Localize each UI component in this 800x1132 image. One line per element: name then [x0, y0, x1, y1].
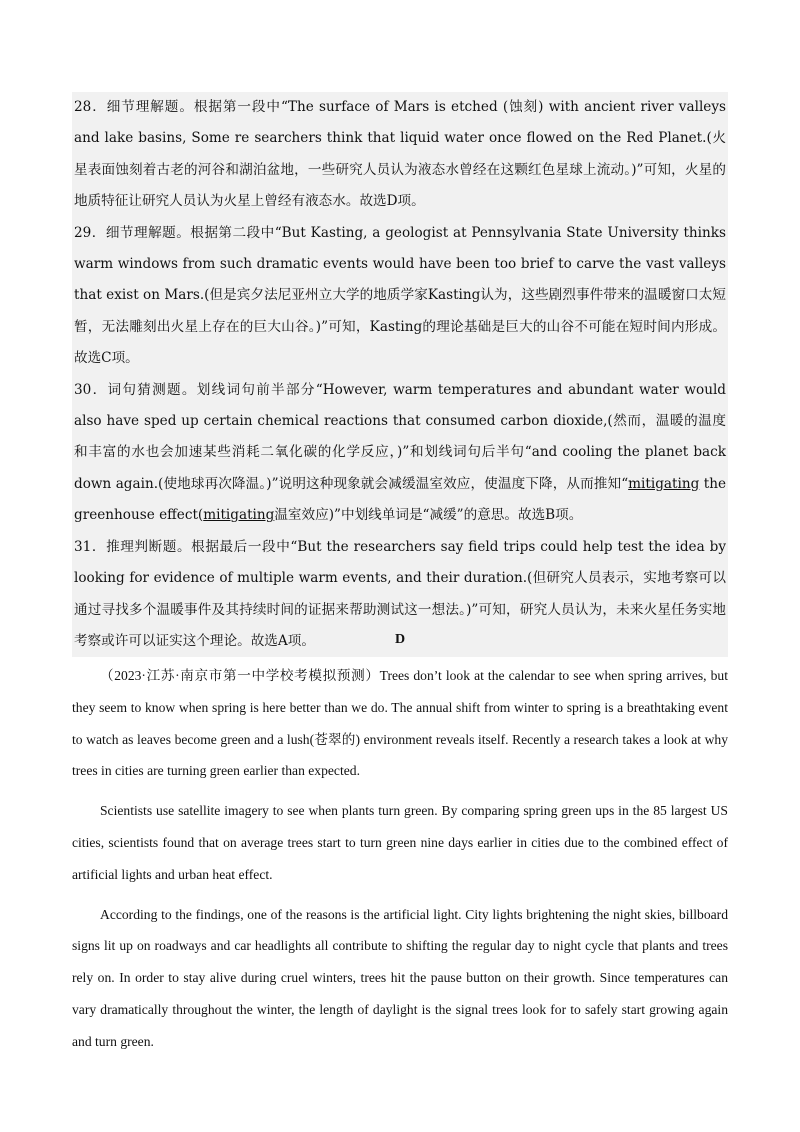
- passage-paragraph: According to the findings, one of the reasons is the artificial light. City lights brightening the night skies, billboard signs lit up on roadways and car headlights all contribute to shifting the regular day to night cycle that plants and trees rely on. In order to stay alive during cruel winters, trees hit the pause button on their growth. Since temperatures can vary dramatically throughout the winter, the length of daylight is the signal trees look for to safely start growing again and turn green.: [72, 906, 728, 1049]
- answer-30: [74, 375, 726, 532]
- passage-paragraph: （2023·江苏·南京市第一中学校考模拟预测）Trees don’t look at the calendar to see when spring arrives, but they seem to know when spring is here better than we do. The annual shift from winter to spring is a breathtaking event to watch as leaves become green and a lush(苍翠的) environment reveals itself. Recently a research takes a look at why trees in cities are turning green earlier than expected.: [72, 668, 728, 779]
- underlined-word: mitigating: [203, 507, 275, 524]
- answer-28: 28．细节理解题。根据第一段中“The surface of Mars is etched (蚀刻) with ancient river valleys and lake basins, Some re searchers think that liquid water once flowed on the Red Planet.(火星表面蚀刻着古老的河谷和湖泊盆地，一些研究人员认为液态水曾经在这颗红色星球上流动。)”可知，火星的地质特征让研究人员认为火星上曾经有液态水。故选D项。: [74, 99, 726, 210]
- answer-29: 29．细节理解题。根据第二段中“But Kasting, a geologist at Pennsylvania State University thinks warm windows from such dramatic events would have been too brief to carve the vast valleys that exist on Mars.(但是宾夕法尼亚州立大学的地质学家Kasting认为，这些剧烈事件带来的温暖窗口太短暂，无法雕刻出火星上存在的巨大山谷。)”可知，Kasting的理论基础是巨大的山谷不可能在短时间内形成。故选C项。: [74, 224, 726, 367]
- passage-paragraph: Scientists use satellite imagery to see when plants turn green. By comparing spring green ups in the 85 largest US cities, scientists found that on average trees start to turn green nine days earlier in cities due to the combined effect of artificial lights and urban heat effect.: [72, 803, 728, 882]
- answer-30-part1: 30．词句猜测题。划线词句前半部分“However, warm temperatures and abundant water would also have sped up certain chemical reactions that consumed carbon dioxide,(然而，温暖的温度和丰富的水也会加速某些消耗二氧化碳的化学反应，)”和划线词句后半句“and cooling the planet back down again.(使地球再次降温。)”说明这种现象就会减缓温室效应，使温度下降，从而推知“: [74, 381, 726, 492]
- answer-30-part2: the greenhouse effect(: [74, 475, 726, 524]
- underlined-word: mitigating: [628, 475, 700, 492]
- answer-31: 31．推理判断题。根据最后一段中“But the researchers say field trips could help test the idea by looking for evidence of multiple warm events, and their duration.(但研究人员表示，实地考察可以通过寻找多个温暖事件及其持续时间的证据来帮助测试这一想法。)”可知，研究人员认为，未来火星任务实地考察或许可以证实这个理论。故选A项。: [74, 538, 726, 649]
- section-title: D: [394, 632, 406, 647]
- answer-30-part3: 温室效应)”中划线单词是“减缓”的意思。故选B项。: [274, 507, 583, 524]
- reading-passage: [72, 660, 728, 1066]
- answer-explanations: [72, 92, 728, 657]
